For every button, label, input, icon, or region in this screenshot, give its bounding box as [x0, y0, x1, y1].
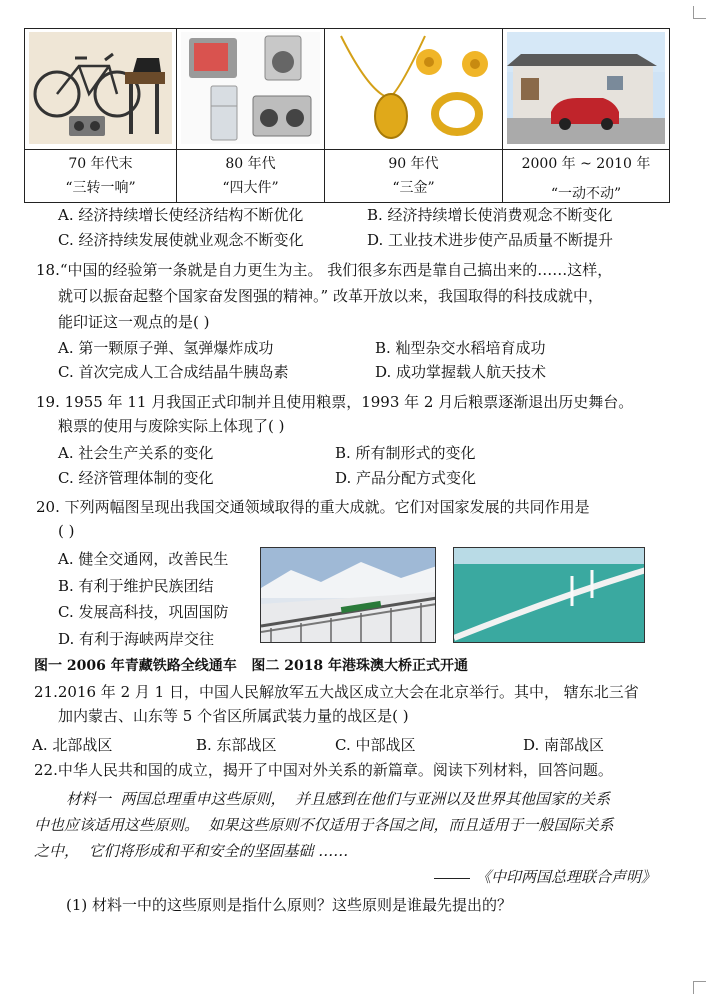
- q22-material-line-2: 中也应该适用这些原则。 如果这些原则不仅适用于各国之间，而且适用于一般国际关系: [34, 816, 614, 834]
- era-items-label: “一动不动”: [550, 186, 622, 202]
- q21-stem-line-1: 21.2016 年 2 月 1 日，中国人民解放军五大战区成立大会在北京举行。其中， 辖东北三省: [34, 683, 639, 701]
- q18-option-d: D. 成功掌握载人航天技术: [375, 363, 547, 381]
- era-column-90s: [325, 29, 503, 202]
- source-title: 《中印两国总理联合声明》: [476, 868, 657, 886]
- q21-option-d: D. 南部战区: [523, 736, 605, 754]
- q18-option-a: A. 第一颗原子弹、氢弹爆炸成功: [58, 339, 274, 357]
- hongkong-zhuhai-macao-bridge-photo: [453, 547, 645, 643]
- q21-option-a: A. 北部战区: [32, 736, 113, 754]
- q20-stem-line-2: ( ): [58, 522, 75, 540]
- era-column-70s: [25, 29, 177, 202]
- era-period-label: 70 年代末: [68, 156, 133, 172]
- q22-material-source: [434, 867, 656, 887]
- q19-option-d: D. 产品分配方式变化: [335, 469, 477, 487]
- house-car-image: [507, 32, 665, 144]
- q17-option-d: D. 工业技术进步使产品质量不断提升: [367, 231, 614, 249]
- source-dash: [434, 878, 470, 879]
- q20-figure-caption: 图一 2006 年青藏铁路全线通车 图二 2018 年港珠澳大桥正式开通: [34, 658, 469, 674]
- q22-material-line-1: 材料一 两国总理重申这些原则， 并且感到在他们与亚洲以及世界其他国家的关系: [66, 790, 611, 808]
- era-column-80s: [177, 29, 325, 202]
- q18-stem-line-1: 18.“中国的经验第一条就是自力更生为主。 我们很多东西是靠自己搞出来的……这样，: [36, 261, 613, 279]
- q18-stem-line-2: 就可以振奋起整个国家奋发图强的精神。” 改革开放以来，我国取得的科技成就中，: [58, 287, 603, 305]
- q20-option-d: D. 有利于海峡两岸交往: [58, 630, 215, 648]
- q18-stem-line-3: 能印证这一观点的是( ): [58, 313, 210, 331]
- q19-stem-line-1: 19. 1955 年 11 月我国正式印制并且使用粮票，1993 年 2 月后粮票逐渐退出历史舞台。: [36, 393, 634, 411]
- era-period-label: 2000 年 ~ 2010 年: [521, 156, 651, 172]
- q19-stem-line-2: 粮票的使用与废除实际上体现了( ): [58, 417, 285, 435]
- bicycle-sewing-radio-image: [29, 32, 172, 144]
- era-items-label: “三转一响”: [65, 180, 136, 196]
- qinghai-tibet-railway-photo: [260, 547, 436, 643]
- q22-material-line-3: 之中， 它们将形成和平和安全的坚固基础 ……: [34, 842, 349, 860]
- gold-jewelry-image: [329, 32, 498, 144]
- q18-option-b: B. 籼型杂交水稻培育成功: [375, 339, 546, 357]
- q21-option-b: B. 东部战区: [196, 736, 277, 754]
- q19-option-c: C. 经济管理体制的变化: [58, 469, 214, 487]
- q20-option-b: B. 有利于维护民族团结: [58, 577, 214, 595]
- q19-option-b: B. 所有制形式的变化: [335, 444, 476, 462]
- corner-mark-bottom-right: [693, 981, 706, 994]
- corner-mark-top-right: [693, 6, 706, 19]
- era-period-label: 80 年代: [225, 156, 276, 172]
- q17-option-b: B. 经济持续增长使消费观念不断变化: [367, 206, 613, 224]
- q18-option-c: C. 首次完成人工合成结晶牛胰岛素: [58, 363, 289, 381]
- q20-option-a: A. 健全交通网，改善民生: [58, 550, 229, 568]
- tv-washer-fridge-recorder-image: [181, 32, 320, 144]
- era-consumption-table: [24, 28, 670, 203]
- q21-stem-line-2: 加内蒙古、山东等 5 个省区所属武装力量的战区是( ): [58, 707, 409, 725]
- q22-subquestion-1: (1) 材料一中的这些原则是指什么原则？这些原则是谁最先提出的？: [66, 896, 513, 914]
- era-items-label: “四大件”: [222, 180, 279, 196]
- era-column-2000s: [503, 29, 669, 202]
- q20-stem-line-1: 20. 下列两幅图呈现出我国交通领域取得的重大成就。它们对国家发展的共同作用是: [36, 498, 590, 516]
- q20-option-c: C. 发展高科技，巩固国防: [58, 603, 229, 621]
- q17-option-c: C. 经济持续发展使就业观念不断变化: [58, 231, 304, 249]
- q19-option-a: A. 社会生产关系的变化: [58, 444, 214, 462]
- q17-option-a: A. 经济持续增长使经济结构不断优化: [58, 206, 304, 224]
- q21-option-c: C. 中部战区: [335, 736, 416, 754]
- era-items-label: “三金”: [392, 180, 435, 196]
- q22-stem: 22.中华人民共和国的成立，揭开了中国对外关系的新篇章。阅读下列材料，回答问题。: [34, 761, 613, 779]
- era-period-label: 90 年代: [388, 156, 439, 172]
